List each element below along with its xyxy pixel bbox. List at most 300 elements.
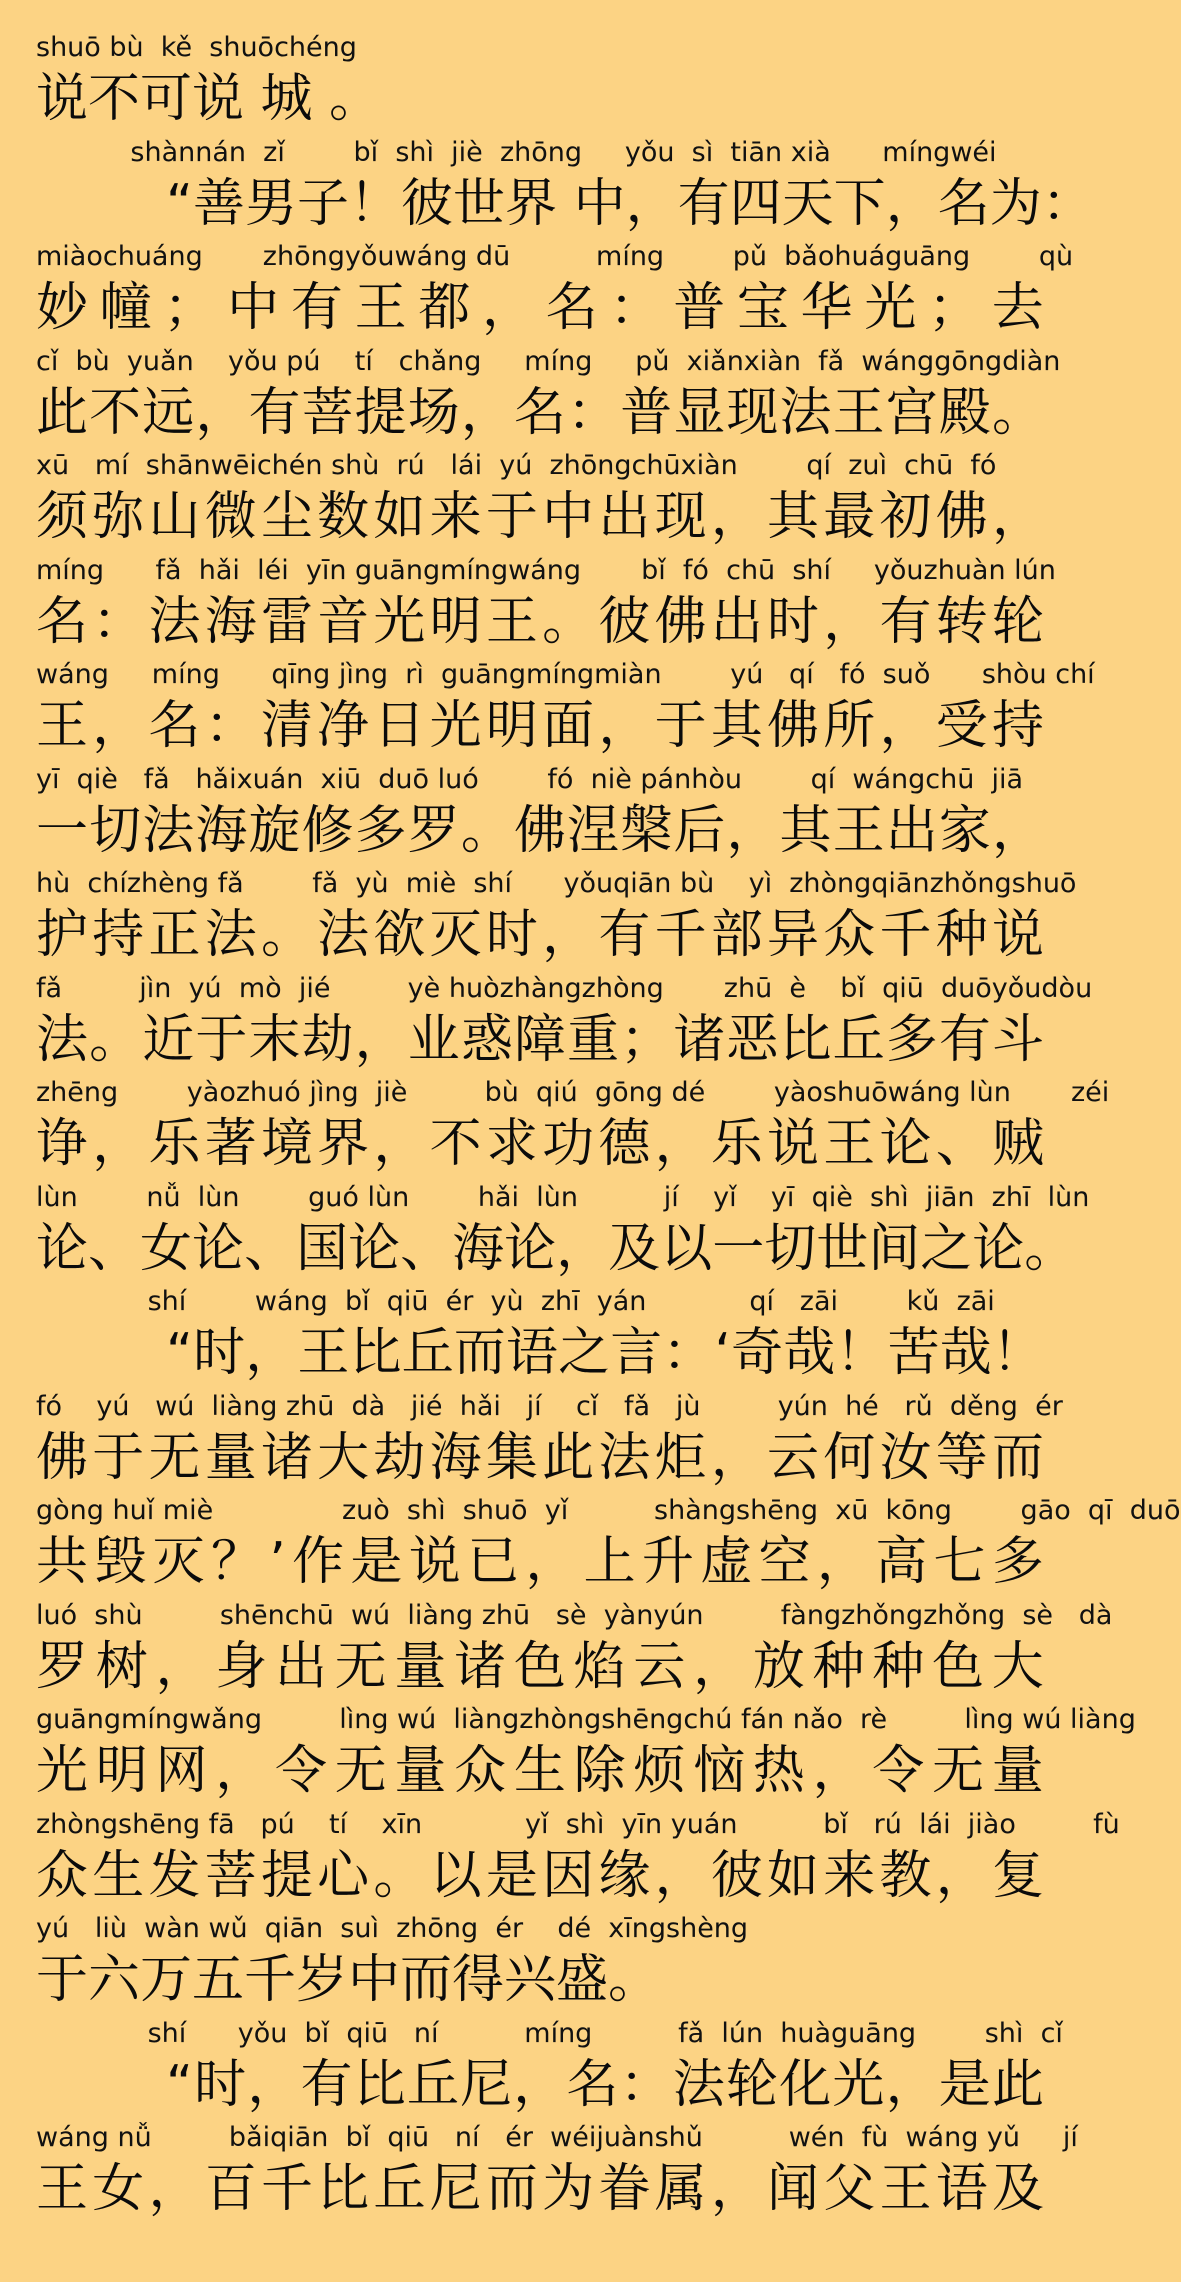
pinyin-line: luó shù shēnchū wú liàng zhū sè yànyún fàngzhǒngzhǒng sè dà: [36, 1599, 1113, 1631]
hanzi-char: 、: [935, 1114, 988, 1174]
hanzi-char: 无: [334, 1741, 387, 1801]
pinyin-line: wáng míng qīng jìng rì guāngmíngmiàn yú qí fó suǒ shòu chí: [36, 659, 1095, 690]
hanzi-char: 父: [823, 2159, 876, 2219]
hanzi-char: 菩: [301, 382, 354, 443]
hanzi-char: 德: [598, 1114, 651, 1174]
hanzi-char: ！: [349, 173, 402, 234]
hanzi-char: 是: [938, 2054, 991, 2115]
hanzi-char: 此: [36, 382, 89, 443]
hanzi-char: 斗: [991, 1009, 1044, 1070]
hanzi-char: 界: [505, 173, 558, 234]
hanzi-char: 上: [583, 1532, 636, 1592]
hanzi-char: ，: [155, 1636, 208, 1697]
hanzi-char: 轮: [726, 2054, 779, 2115]
hanzi-char: 多: [885, 1009, 938, 1070]
hanzi-line: [36, 1636, 1044, 1698]
hanzi-char: 王: [36, 696, 89, 756]
hanzi-char: 所: [823, 696, 876, 756]
hanzi-line: [36, 1845, 1044, 1907]
hanzi-char: 有: [248, 382, 301, 443]
hanzi-char: 旋: [248, 800, 301, 861]
hanzi-char: 无: [932, 1741, 985, 1801]
hanzi-char: 之: [920, 1218, 973, 1279]
hanzi-char: 论: [192, 1218, 245, 1279]
hanzi-char: 教: [879, 1845, 932, 1906]
text-line: [36, 551, 1056, 655]
hanzi-char: ，: [245, 1323, 298, 1383]
hanzi-char: 已: [467, 1532, 520, 1592]
hanzi-char: 。: [1024, 1218, 1077, 1279]
hanzi-char: 众: [454, 1741, 507, 1801]
hanzi-char: 时: [767, 591, 820, 652]
hanzi-char: 后: [673, 800, 726, 861]
hanzi-char: 海: [452, 1218, 505, 1279]
hanzi-char: ；: [163, 278, 216, 338]
hanzi-char: ？: [210, 1532, 263, 1592]
hanzi-char: 天: [781, 173, 834, 234]
hanzi-char: 世: [453, 173, 506, 234]
hanzi-char: 殿: [938, 382, 991, 443]
hanzi-char: ：: [92, 591, 145, 652]
hanzi-char: 以: [660, 1218, 713, 1279]
hanzi-char: 幢: [99, 278, 152, 338]
text-line: [36, 1700, 1136, 1804]
hanzi-char: 华: [800, 278, 853, 338]
hanzi-char: 言: [610, 1323, 663, 1383]
hanzi-char: 论: [972, 1218, 1025, 1279]
pinyin-line: yī qiè fǎ hǎixuán xiū duō luó fó niè pánhòu qí wángchū jiā: [36, 763, 1024, 795]
hanzi-char: 王: [354, 278, 407, 338]
hanzi-char: 。: [260, 905, 313, 965]
hanzi-char: 说: [991, 905, 1044, 965]
hanzi-char: 尼: [460, 2054, 513, 2115]
hanzi-char: ，: [598, 696, 651, 756]
hanzi-char: 佛: [36, 1427, 89, 1488]
hanzi-char: 障: [513, 1009, 566, 1070]
hanzi-char: 有: [938, 1009, 991, 1070]
hanzi-char: 来: [429, 487, 482, 547]
hanzi-char: 著: [204, 1114, 257, 1174]
hanzi-char: 劫: [301, 1009, 354, 1070]
hanzi-char: 最: [823, 487, 876, 547]
hanzi-char: 焰: [573, 1636, 626, 1697]
hanzi-line: [36, 1740, 1044, 1802]
hanzi-char: 云: [633, 1636, 686, 1697]
text-line: [36, 1178, 1090, 1282]
hanzi-char: 日: [373, 696, 426, 756]
hanzi-line: [166, 2054, 1044, 2116]
hanzi-char: 王: [485, 591, 538, 652]
hanzi-char: 于: [654, 696, 707, 756]
text-line: [36, 1491, 1181, 1595]
hanzi-char: 普: [673, 278, 726, 338]
hanzi-char: 种: [872, 1636, 925, 1697]
hanzi-char: 王: [297, 1323, 350, 1383]
hanzi-char: 众: [823, 905, 876, 965]
hanzi-char: 出: [710, 591, 763, 652]
hanzi-char: 数: [317, 487, 370, 547]
hanzi-char: 哉: [783, 1323, 836, 1383]
hanzi-line: 说不可说 城 。: [36, 69, 382, 129]
hanzi-char: 比: [353, 2054, 406, 2115]
hanzi-char: 是: [485, 1845, 538, 1906]
text-line: [36, 864, 1077, 968]
hanzi-char: 色: [513, 1636, 566, 1697]
hanzi-char: 量: [394, 1741, 447, 1801]
hanzi-char: ，: [710, 2159, 763, 2219]
hanzi-char: 境: [260, 1114, 313, 1174]
hanzi-char: ，: [879, 696, 932, 756]
hanzi-char: 。: [542, 591, 595, 652]
hanzi-char: 量: [991, 1741, 1044, 1801]
hanzi-char: 于: [485, 487, 538, 547]
hanzi-char: 何: [823, 1427, 876, 1488]
hanzi-char: 复: [991, 1845, 1044, 1906]
hanzi-line: [36, 486, 1044, 548]
hanzi-char: 光: [429, 696, 482, 756]
hanzi-char: 界: [317, 1114, 370, 1174]
hanzi-char: 千: [654, 905, 707, 965]
hanzi-char: 求: [485, 1114, 538, 1174]
pinyin-line: xū mí shānwēichén shù rú lái yú zhōngchūxiàn qí zuì chū fó: [36, 450, 997, 481]
hanzi-char: 其: [779, 800, 832, 861]
hanzi-char: 罗: [36, 1636, 89, 1697]
text-line: [36, 760, 1044, 864]
hanzi-char: ，: [482, 278, 535, 338]
hanzi-char: 场: [407, 382, 460, 443]
hanzi-char: 转: [935, 591, 988, 652]
hanzi-char: 明: [429, 591, 482, 652]
hanzi-char: 中: [542, 487, 595, 547]
hanzi-char: 乐: [710, 1114, 763, 1174]
hanzi-char: 无: [334, 1636, 387, 1697]
hanzi-char: ，: [654, 1845, 707, 1906]
hanzi-char: 宝: [736, 278, 789, 338]
text-line: [36, 2118, 1078, 2222]
pinyin-line: wáng nǚ bǎiqiān bǐ qiū ní ér wéijuànshǔ wén fù wáng yǔ jí: [36, 2122, 1078, 2153]
hanzi-char: 论: [504, 1218, 557, 1279]
hanzi-char: 网: [155, 1741, 208, 1801]
hanzi-char: 论: [348, 1218, 401, 1279]
hanzi-char: ，: [654, 1114, 707, 1174]
hanzi-char: ：: [662, 1323, 715, 1383]
hanzi-char: 奇: [731, 1323, 784, 1383]
hanzi-char: 而: [485, 2159, 538, 2219]
hanzi-char: 名: [566, 2054, 619, 2115]
hanzi-char: ，: [885, 2054, 938, 2115]
hanzi-char: 以: [429, 1845, 482, 1906]
hanzi-char: ，: [215, 1741, 268, 1801]
hanzi-char: ，: [625, 173, 678, 234]
hanzi-char: 升: [641, 1532, 694, 1592]
hanzi-char: 光: [36, 1741, 89, 1801]
hanzi-char: 佛: [513, 800, 566, 861]
pinyin-line: cǐ bù yuǎn yǒu pú tí chǎng míng pǔ xiǎnxiàn fǎ wánggōngdiàn: [36, 345, 1061, 377]
hanzi-char: 近: [142, 1009, 195, 1070]
pinyin-line: fó yú wú liàng zhū dà jié hǎi jí cǐ fǎ jù yún hé rǔ děng ér: [36, 1390, 1063, 1422]
hanzi-char: ，: [812, 1741, 865, 1801]
hanzi-line: [36, 382, 1044, 444]
hanzi-char: 王: [832, 800, 885, 861]
hanzi-char: 时: [194, 2054, 247, 2115]
hanzi-char: 王: [36, 2159, 89, 2219]
hanzi-char: “: [166, 173, 193, 234]
hanzi-char: 说: [767, 1114, 820, 1174]
hanzi-char: 是: [350, 1532, 403, 1592]
hanzi-char: 不: [89, 382, 142, 443]
pinyin-line: shí yǒu bǐ qiū ní míng fǎ lún huàguāng shì cǐ: [36, 2017, 1063, 2049]
hanzi-char: 有: [598, 905, 651, 965]
pinyin-line: lùn nǚ lùn guó lùn hǎi lùn jí yǐ yī qiè shì jiān zhī lùn: [36, 1181, 1090, 1213]
hanzi-char: 诤: [36, 1114, 89, 1174]
hanzi-char: 欲: [373, 905, 426, 965]
hanzi-char: 生: [92, 1845, 145, 1906]
hanzi-char: ：: [609, 278, 662, 338]
hanzi-char: 现: [726, 382, 779, 443]
hanzi-char: 法: [142, 800, 195, 861]
hanzi-char: 有: [300, 2054, 353, 2115]
hanzi-char: 、: [244, 1218, 297, 1279]
hanzi-char: 发: [148, 1845, 201, 1906]
pinyin-line: míng fǎ hǎi léi yīn guāngmíngwáng bǐ fó chū shí yǒuzhuàn lún: [36, 554, 1056, 586]
hanzi-char: 虚: [700, 1532, 753, 1592]
hanzi-char: 灭: [152, 1532, 205, 1592]
hanzi-line: [36, 1218, 1077, 1280]
hanzi-char: 王: [879, 2159, 932, 2219]
text-line: [36, 1596, 1113, 1700]
hanzi-char: 中: [227, 278, 280, 338]
hanzi-char: ，: [92, 1114, 145, 1174]
hanzi-char: 眷: [598, 2159, 651, 2219]
hanzi-char: 等: [935, 1427, 988, 1488]
hanzi-line: [166, 1322, 1044, 1384]
hanzi-char: 汝: [879, 1427, 932, 1488]
hanzi-char: ’: [269, 1532, 286, 1592]
hanzi-char: 下: [833, 173, 886, 234]
hanzi-char: 时: [193, 1323, 246, 1383]
hanzi-char: 于: [92, 1427, 145, 1488]
hanzi-char: 男: [244, 173, 297, 234]
hanzi-line: [36, 277, 1044, 339]
text-line: [36, 342, 1061, 446]
hanzi-char: 无: [148, 1427, 201, 1488]
hanzi-char: 放: [752, 1636, 805, 1697]
hanzi-char: ，: [247, 2054, 300, 2115]
pinyin-line: shí wáng bǐ qiū ér yù zhī yán qí zāi kǔ zāi: [36, 1286, 995, 1317]
hanzi-char: 名: [36, 591, 89, 652]
hanzi-char: 量: [204, 1427, 257, 1488]
hanzi-line: [36, 2158, 1044, 2220]
hanzi-char: 比: [317, 2159, 370, 2219]
hanzi-char: 为: [542, 2159, 595, 2219]
hanzi-char: ，: [693, 1636, 746, 1697]
hanzi-char: 罗: [407, 800, 460, 861]
hanzi-char: 海: [195, 800, 248, 861]
hanzi-char: 。: [89, 1009, 142, 1070]
hanzi-char: 树: [95, 1636, 148, 1697]
text-line: [36, 969, 1093, 1073]
hanzi-char: 间: [868, 1218, 921, 1279]
hanzi-char: 光: [832, 2054, 885, 2115]
hanzi-char: ，: [991, 800, 1044, 861]
hanzi-char: 雷: [260, 591, 313, 652]
hanzi-char: 大: [991, 1636, 1044, 1697]
hanzi-char: 清: [260, 696, 313, 756]
hanzi-char: 其: [767, 487, 820, 547]
hanzi-char: 法: [148, 591, 201, 652]
hanzi-char: 大: [317, 1427, 370, 1488]
hanzi-char: 千: [260, 2159, 313, 2219]
hanzi-char: ！: [991, 1323, 1044, 1383]
hanzi-line: 于六万五千岁中而得兴盛。: [36, 1950, 661, 2010]
hanzi-char: 众: [36, 1845, 89, 1906]
hanzi-char: 初: [879, 487, 932, 547]
hanzi-char: 炬: [654, 1427, 707, 1488]
hanzi-char: 毁: [94, 1532, 147, 1592]
pinyin-line: gòng huǐ miè zuò shì shuō yǐ shàngshēng xū kōng gāo qī duō: [36, 1495, 1181, 1526]
hanzi-char: 身: [215, 1636, 268, 1697]
hanzi-char: 生: [513, 1741, 566, 1801]
hanzi-char: ，: [556, 1218, 609, 1279]
hanzi-char: 有: [879, 591, 932, 652]
hanzi-char: 丘: [832, 1009, 885, 1070]
hanzi-char: 修: [301, 800, 354, 861]
hanzi-char: 尼: [429, 2159, 482, 2219]
hanzi-char: 诸: [260, 1427, 313, 1488]
hanzi-char: 因: [542, 1845, 595, 1906]
hanzi-char: 国: [296, 1218, 349, 1279]
hanzi-char: ，: [542, 905, 595, 965]
hanzi-char: 语: [505, 1323, 558, 1383]
hanzi-char: 涅: [567, 800, 620, 861]
hanzi-char: 轮: [991, 591, 1044, 652]
hanzi-char: ：: [1041, 173, 1094, 234]
hanzi-char: 作: [292, 1532, 345, 1592]
hanzi-char: 不: [429, 1114, 482, 1174]
hanzi-char: 明: [485, 696, 538, 756]
text-line: [36, 133, 1094, 237]
hanzi-char: ，: [710, 1427, 763, 1488]
hanzi-char: 。: [991, 382, 1044, 443]
hanzi-char: 热: [752, 1741, 805, 1801]
text-line: [36, 446, 1044, 550]
hanzi-char: 名: [937, 173, 990, 234]
hanzi-char: 时: [485, 905, 538, 965]
hanzi-char: ；: [928, 278, 981, 338]
hanzi-char: 子: [296, 173, 349, 234]
hanzi-char: 七: [933, 1532, 986, 1592]
hanzi-char: ，: [710, 487, 763, 547]
hanzi-char: 。: [373, 1845, 426, 1906]
hanzi-char: ，: [726, 800, 779, 861]
hanzi-char: ，: [148, 2159, 201, 2219]
hanzi-char: 而: [453, 1323, 506, 1383]
hanzi-char: 妙: [36, 278, 89, 338]
hanzi-char: 末: [248, 1009, 301, 1070]
hanzi-char: 须: [36, 487, 89, 547]
hanzi-char: 种: [935, 905, 988, 965]
hanzi-char: 受: [935, 696, 988, 756]
hanzi-char: ‘: [714, 1323, 732, 1383]
hanzi-char: 王: [832, 382, 885, 443]
pinyin-line: yú liù wàn wǔ qiān suì zhōng ér dé xīngshèng: [36, 1913, 749, 1944]
hanzi-char: 令: [274, 1741, 327, 1801]
hanzi-char: 集: [485, 1427, 538, 1488]
hanzi-char: 有: [290, 278, 343, 338]
hanzi-char: 空: [758, 1532, 811, 1592]
hanzi-char: 彼: [401, 173, 454, 234]
hanzi-char: 提: [354, 382, 407, 443]
hanzi-char: 普: [620, 382, 673, 443]
hanzi-char: 闻: [767, 2159, 820, 2219]
hanzi-char: 诸: [673, 1009, 726, 1070]
hanzi-char: 切: [764, 1218, 817, 1279]
hanzi-char: 家: [938, 800, 991, 861]
text-line: [36, 655, 1095, 759]
hanzi-char: ！: [835, 1323, 888, 1383]
hanzi-line: [36, 1009, 1044, 1071]
hanzi-line: [36, 591, 1044, 653]
hanzi-char: 此: [542, 1427, 595, 1488]
pinyin-line: zhēng yàozhuó jìng jiè bù qiú gōng dé yàoshuōwáng lùn zéi: [36, 1077, 1110, 1108]
hanzi-char: ：: [567, 382, 620, 443]
hanzi-char: 女: [92, 2159, 145, 2219]
hanzi-char: 部: [710, 905, 763, 965]
hanzi-char: ，: [92, 696, 145, 756]
hanzi-char: 佛: [935, 487, 988, 547]
hanzi-char: 佛: [767, 696, 820, 756]
hanzi-char: 彼: [598, 591, 651, 652]
pinyin-line: shuō bù kě shuōchéng: [36, 32, 357, 63]
hanzi-line: [36, 1113, 1044, 1175]
hanzi-char: 比: [349, 1323, 402, 1383]
hanzi-char: 一: [712, 1218, 765, 1279]
hanzi-char: 共: [36, 1532, 89, 1592]
hanzi-char: 中: [573, 173, 626, 234]
hanzi-char: 如: [373, 487, 426, 547]
hanzi-char: ；: [620, 1009, 673, 1070]
hanzi-char: 属: [654, 2159, 707, 2219]
hanzi-char: 法: [672, 2054, 725, 2115]
hanzi-char: 一: [36, 800, 89, 861]
hanzi-char: 法: [598, 1427, 651, 1488]
hanzi-char: 而: [991, 1427, 1044, 1488]
hanzi-char: ，: [991, 487, 1044, 547]
hanzi-char: 多: [354, 800, 407, 861]
pinyin-line: miàochuáng zhōngyǒuwáng dū míng pǔ bǎohuáguāng qù: [36, 241, 1074, 272]
hanzi-char: 诸: [454, 1636, 507, 1697]
pinyin-line: fǎ jìn yú mò jié yè huòzhàngzhòng zhū è bǐ qiū duōyǒudòu: [36, 972, 1093, 1004]
text-line: [36, 28, 1044, 132]
hanzi-char: 四: [729, 173, 782, 234]
hanzi-char: 于: [195, 1009, 248, 1070]
hanzi-char: 名: [513, 382, 566, 443]
hanzi-char: 哉: [939, 1323, 992, 1383]
hanzi-char: 高: [875, 1532, 928, 1592]
hanzi-char: 如: [767, 1845, 820, 1906]
hanzi-char: 劫: [373, 1427, 426, 1488]
hanzi-line: [36, 800, 1044, 862]
hanzi-char: 及: [608, 1218, 661, 1279]
hanzi-char: 种: [812, 1636, 865, 1697]
hanzi-line: [36, 695, 1044, 757]
hanzi-char: 云: [767, 1427, 820, 1488]
hanzi-char: 光: [373, 591, 426, 652]
hanzi-char: 王: [823, 1114, 876, 1174]
pinyin-line: guāngmíngwǎng lìng wú liàngzhòngshēngchú fán nǎo rè lìng wú liàng: [36, 1704, 1136, 1735]
hanzi-char: 善: [192, 173, 245, 234]
hanzi-char: 彼: [710, 1845, 763, 1906]
